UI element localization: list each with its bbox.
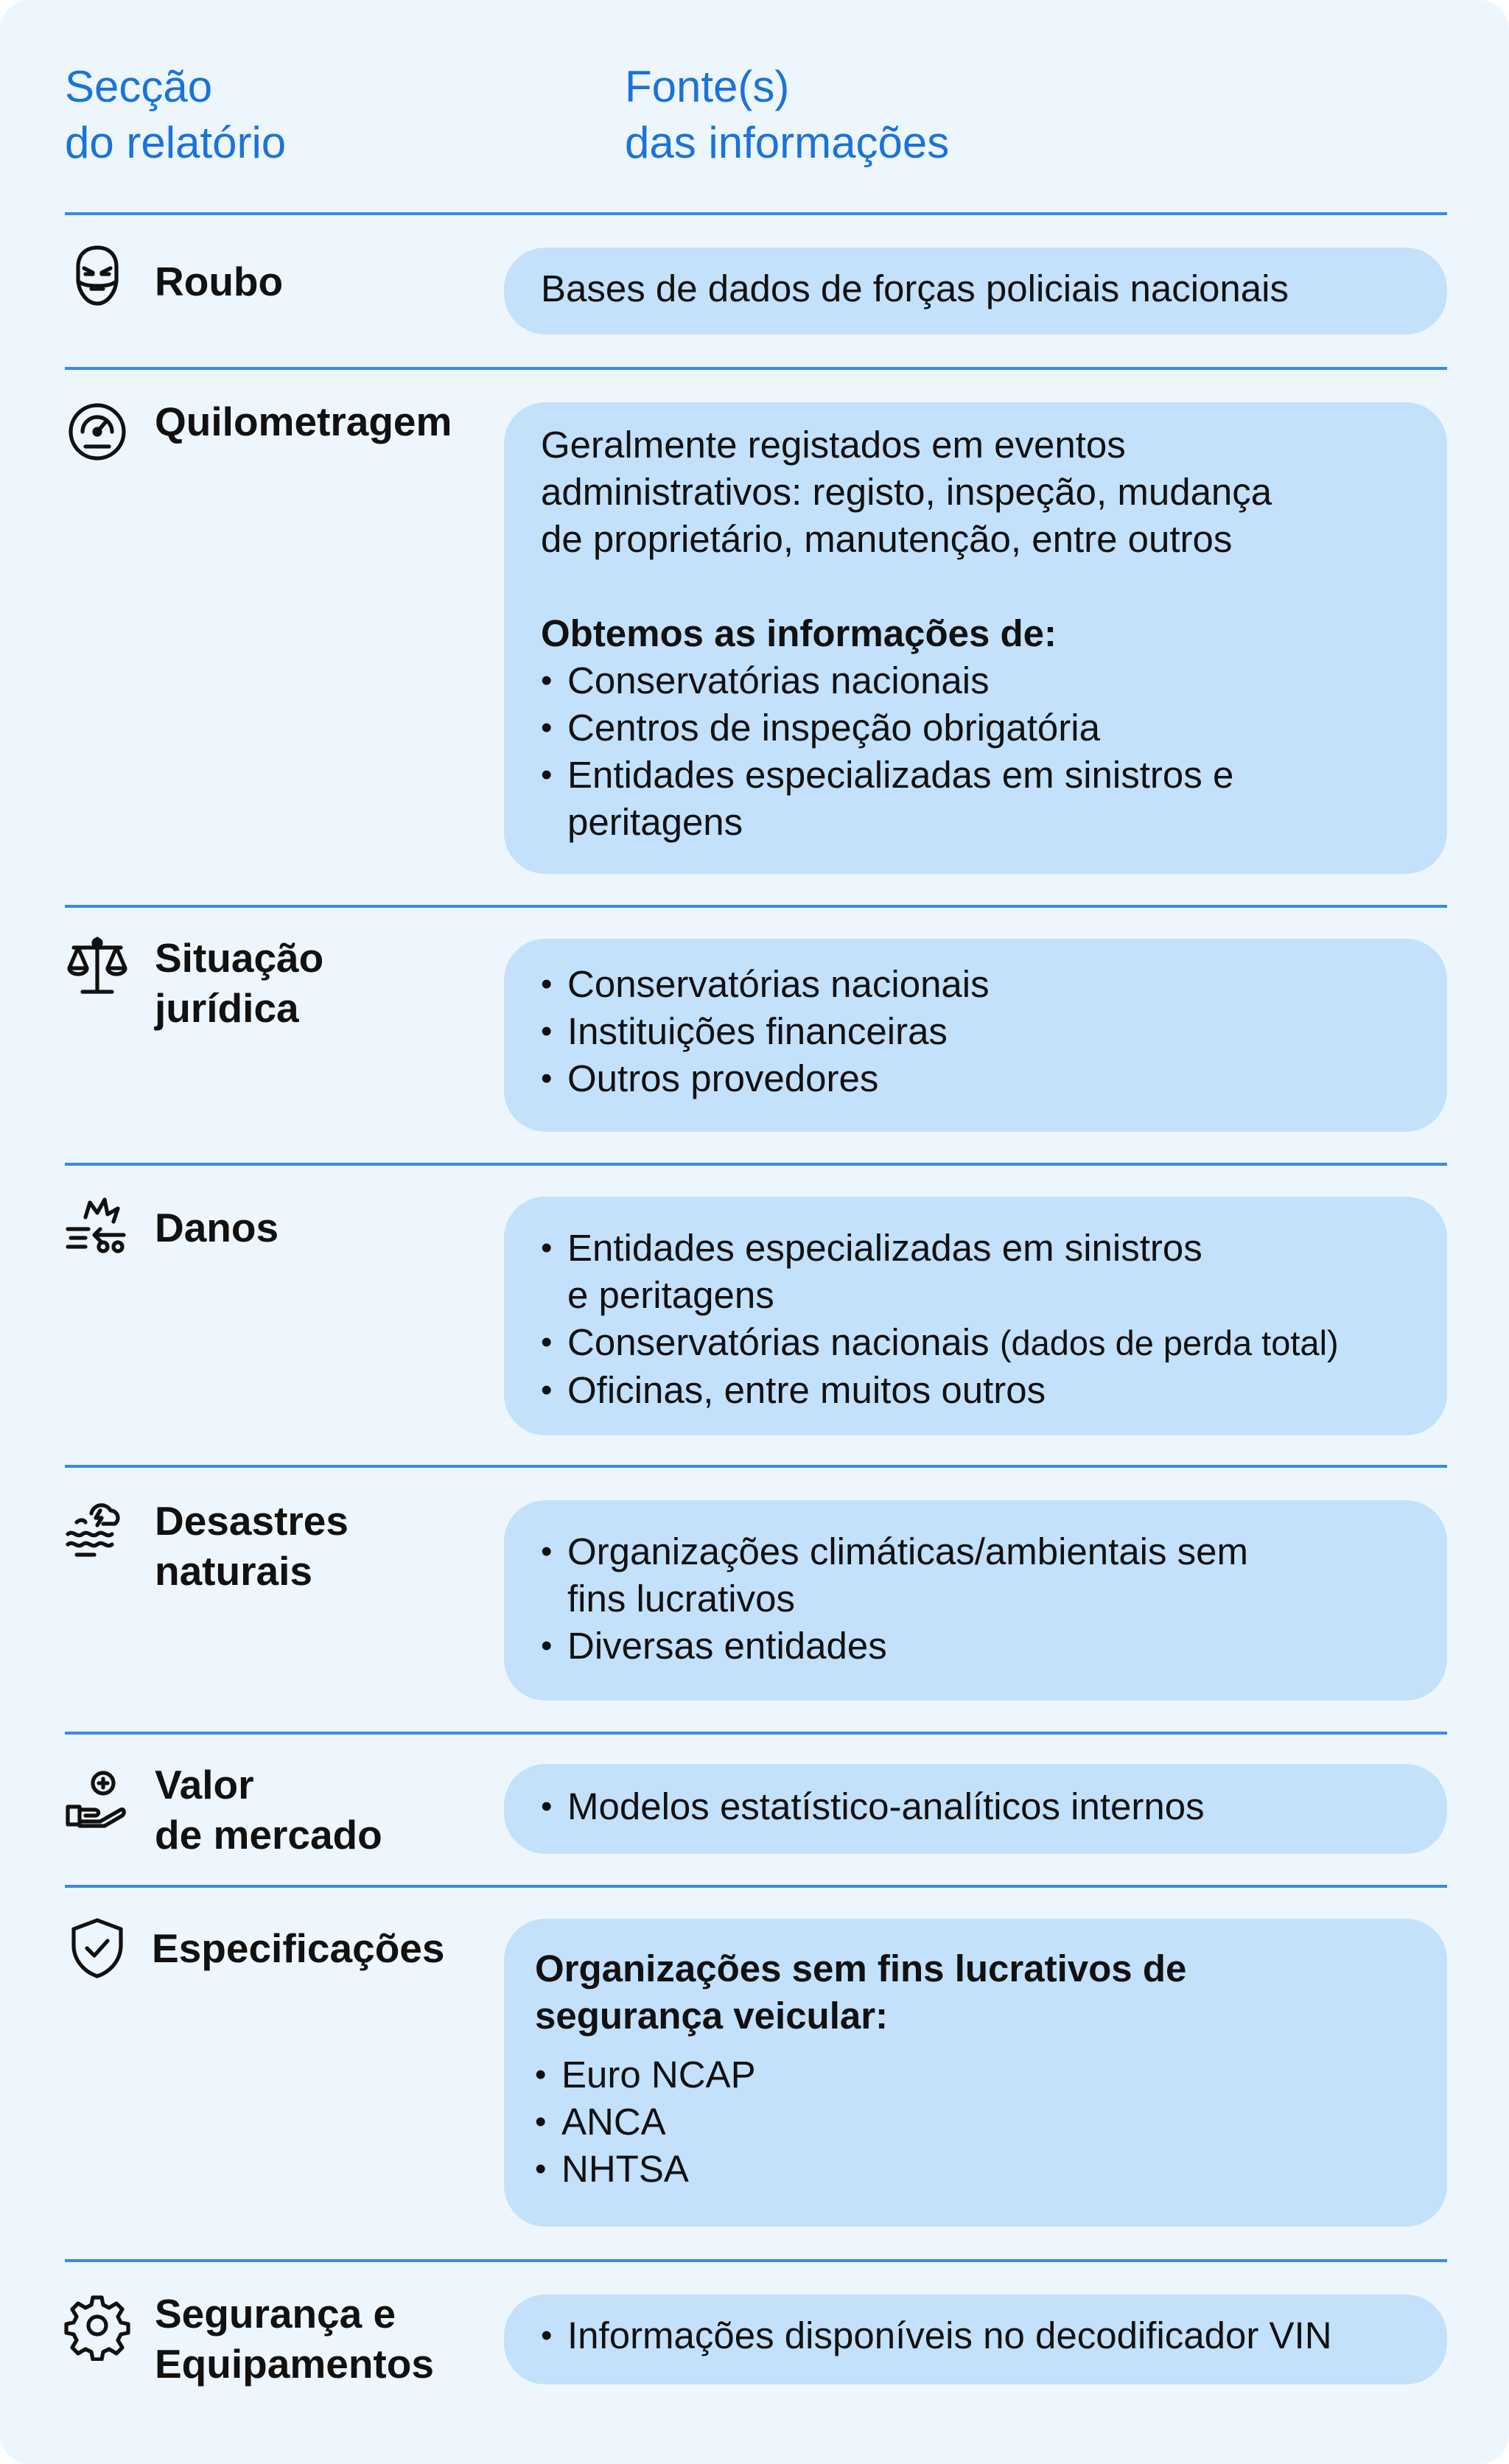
list-item (535, 2051, 1415, 2099)
row-divider (65, 1885, 1447, 1888)
row-title-line: Roubo (155, 259, 284, 304)
sources-panel-danos (504, 1197, 1447, 1435)
list-item (541, 1367, 1415, 1414)
header-sources-line: das informações (625, 118, 950, 167)
list-item-line: • Entidades especializadas em sinistros (567, 1227, 1202, 1269)
list-item (541, 2312, 1415, 2359)
storm-icon (62, 1493, 133, 1564)
panel-list (535, 2051, 1415, 2193)
panel-text-line: Geralmente registados em eventos (541, 424, 1126, 466)
list-item-line: • Entidades especializadas em sinistros e (567, 754, 1234, 796)
list-item-line: • Conservatórias nacionais (567, 659, 990, 701)
list-item-line: • Centros de inspeção obrigatória (567, 707, 1100, 749)
hand-coin-icon (62, 1763, 133, 1833)
list-item-note: (dados de perda total) (999, 1323, 1339, 1362)
row-title-roubo (155, 256, 501, 307)
list-item-line: • Euro NCAP (561, 2054, 756, 2096)
sources-panel-valor-de-mercado (504, 1764, 1447, 1854)
sources-panel-situacao-juridica (504, 939, 1447, 1132)
panel-lead (541, 610, 1415, 657)
list-item-line: peritagens (567, 801, 743, 843)
panel-text-line: administrativos: registo, inspeção, mudança (541, 471, 1272, 513)
list-item (541, 1319, 1415, 1367)
row-title-line: Equipamentos (155, 2341, 434, 2387)
row-title-line: Quilometragem (155, 399, 452, 444)
list-item-line: Conservatórias nacionais (567, 1321, 990, 1363)
row-title-seguranca-equipamentos (155, 2289, 501, 2389)
list-item (541, 704, 1415, 752)
row-title-line: jurídica (155, 985, 299, 1031)
row-title-desastres-naturais (155, 1496, 501, 1596)
sources-panel-roubo (504, 248, 1447, 335)
list-item-line: fins lucrativos (567, 1578, 795, 1620)
panel-list (541, 2312, 1415, 2359)
list-item-line: • Conservatórias nacionais (567, 963, 990, 1005)
row-title-line: de mercado (155, 1812, 382, 1858)
header-section-line: Secção (65, 62, 213, 111)
list-item (535, 2099, 1415, 2146)
list-item-line: • Instituições financeiras (567, 1010, 948, 1052)
panel-lead-line: segurança veicular: (535, 1995, 889, 2037)
list-item (541, 657, 1415, 704)
table-header (65, 59, 1450, 177)
list-item (541, 1225, 1415, 1319)
panel-lead-line: Organizações sem fins lucrativos de (535, 1947, 1187, 1989)
list-item-line: • NHTSA (561, 2148, 689, 2190)
row-divider (65, 1163, 1447, 1166)
header-section-column (65, 59, 286, 171)
sources-panel-especificacoes (504, 1919, 1447, 2227)
row-title-danos (155, 1203, 501, 1253)
row-divider (65, 367, 1447, 370)
row-title-quilometragem (155, 396, 501, 447)
row-title-line: Valor (155, 1762, 254, 1807)
list-item-line: • Outros provedores (567, 1057, 879, 1099)
row-title-situacao-juridica (155, 933, 501, 1033)
header-sources-column (625, 59, 949, 171)
header-sources-line: Fonte(s) (625, 62, 790, 111)
panel-text-line: de proprietário, manutenção, entre outros (541, 518, 1233, 560)
list-item-line: • Modelos estatístico-analíticos internos (567, 1785, 1205, 1827)
list-item (541, 752, 1415, 846)
panel-list (541, 1783, 1415, 1830)
list-item (541, 1008, 1415, 1055)
list-item-line: • Informações disponíveis no decodificador VIN (567, 2314, 1332, 2356)
row-divider (65, 1732, 1447, 1735)
panel-lead (535, 1945, 1415, 2040)
gear-icon (62, 2290, 133, 2361)
list-item (541, 1528, 1415, 1623)
list-item (541, 1055, 1415, 1102)
shield-check-icon (62, 1913, 133, 1984)
panel-text (541, 265, 1415, 312)
list-item-line: • Diversas entidades (567, 1625, 887, 1667)
row-divider (65, 905, 1447, 908)
header-section-line: do relatório (65, 118, 287, 167)
list-item (535, 2146, 1415, 2193)
list-item (541, 1623, 1415, 1670)
panel-list (541, 1225, 1415, 1414)
panel-lead-line: Obtemos as informações de: (541, 612, 1057, 654)
panel-list (541, 1528, 1415, 1670)
sources-panel-quilometragem (504, 402, 1447, 874)
panel-list (541, 961, 1415, 1102)
list-item-line: • Organizações climáticas/ambientais sem (567, 1530, 1249, 1572)
panel-list (541, 657, 1415, 846)
scales-icon (62, 930, 133, 1001)
list-item-line: • ANCA (561, 2101, 666, 2143)
row-divider (65, 212, 1447, 215)
row-title-line: Segurança e (155, 2291, 396, 2337)
row-title-line: Danos (155, 1205, 279, 1250)
crash-icon (62, 1191, 133, 1261)
sources-panel-desastres-naturais (504, 1500, 1447, 1701)
list-item (541, 961, 1415, 1008)
list-item-line: e peritagens (567, 1274, 774, 1316)
row-divider (65, 1465, 1447, 1468)
row-title-especificacoes (152, 1923, 498, 1973)
row-divider (65, 2259, 1447, 2262)
sources-panel-seguranca-equipamentos (504, 2295, 1447, 2384)
speedometer-icon (62, 396, 133, 467)
panel-text (541, 421, 1415, 563)
row-title-line: Situação (155, 935, 324, 981)
row-title-line: Especificações (152, 1925, 445, 1971)
row-title-line: Desastres (155, 1498, 349, 1544)
list-item-line: • Oficinas, entre muitos outros (567, 1369, 1046, 1411)
mask-icon (62, 240, 133, 311)
row-title-valor-de-mercado (155, 1760, 501, 1860)
panel-text-line: Bases de dados de forças policiais nacionais (541, 267, 1289, 309)
row-title-line: naturais (155, 1548, 312, 1594)
list-item (541, 1783, 1415, 1830)
